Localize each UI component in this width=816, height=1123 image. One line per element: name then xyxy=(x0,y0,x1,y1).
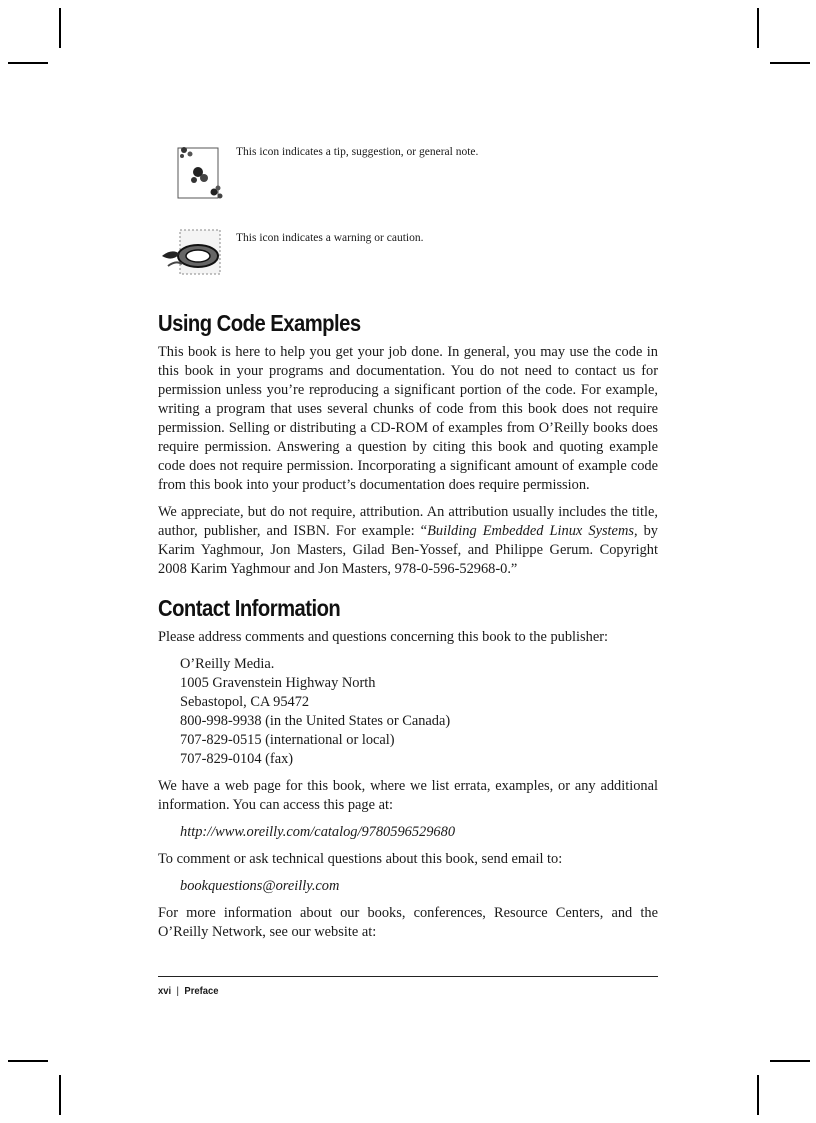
address-line: O’Reilly Media. xyxy=(180,656,275,672)
address-line: 800-998-9938 (in the United States or Canada) xyxy=(180,713,451,729)
publisher-address xyxy=(180,655,658,769)
warning-icon xyxy=(158,226,224,288)
page-content xyxy=(158,140,658,950)
attribution-paragraph xyxy=(158,503,658,579)
crop-mark xyxy=(757,8,759,48)
crop-mark xyxy=(770,1060,810,1062)
address-line: 707-829-0104 (fax) xyxy=(180,751,294,767)
crop-mark xyxy=(8,62,48,64)
email-link[interactable]: bookquestions@oreilly.com xyxy=(180,878,340,894)
section-heading-contact: Contact Information xyxy=(158,595,341,621)
page-number: xvi xyxy=(158,985,172,997)
crop-mark xyxy=(59,8,61,48)
warning-note xyxy=(158,226,658,296)
paragraph: For more information about our books, conferences, Resource Centers, and the O’Reilly Network, see our website at: xyxy=(158,905,658,940)
tip-note xyxy=(158,140,658,212)
text-span: We appreciate, but do not require, attribution. An attribution usually includes the title, author, publisher, and ISBN. For example: “ xyxy=(158,504,658,539)
address-line: 1005 Gravenstein Highway North xyxy=(180,675,376,691)
paragraph: This book is here to help you get your job done. In general, you may use the code in this book in your programs and documentation. You do not need to contact us for permission unless you’re reproducing a significant portion of the code. For example, writing a program that uses several chunks of code from this book does not require permission. Selling or distributing a CD-ROM of examples from O’Reilly books does require permission. Answering a question by citing this book and quoting example code does not require permission. Incorporating a significant amount of example code from this book into your product’s documentation does require permission. xyxy=(158,344,658,493)
catalog-link[interactable]: http://www.oreilly.com/catalog/9780596529680 xyxy=(180,824,456,840)
address-line: 707-829-0515 (international or local) xyxy=(180,732,395,748)
crop-mark xyxy=(770,62,810,64)
paragraph: We have a web page for this book, where we list errata, examples, or any additional information. You can access this page at: xyxy=(158,778,658,813)
crop-mark xyxy=(757,1075,759,1115)
section-heading-code-examples: Using Code Examples xyxy=(158,310,361,336)
address-line: Sebastopol, CA 95472 xyxy=(180,694,310,710)
crop-mark xyxy=(59,1075,61,1115)
tip-icon xyxy=(158,140,224,202)
footer-section: Preface xyxy=(184,985,219,997)
paragraph: Please address comments and questions concerning this book to the publisher: xyxy=(158,629,609,645)
text-span: , by Karim Yaghmour, Jon Masters, Gilad Ben-Yossef, and Philippe Gerum. Copyright 2008 Karim Yaghmour and Jon Masters, 978-0-596-52968-0.” xyxy=(158,523,658,577)
tip-note-text: This icon indicates a tip, suggestion, or general note. xyxy=(236,146,479,158)
footer-text xyxy=(158,985,608,997)
book-title: Building Embedded Linux Systems xyxy=(427,523,634,539)
paragraph: To comment or ask technical questions about this book, send email to: xyxy=(158,851,563,867)
footer-separator: | xyxy=(176,985,180,997)
warning-note-text: This icon indicates a warning or caution. xyxy=(236,232,424,244)
crop-mark xyxy=(8,1060,48,1062)
page-footer xyxy=(158,976,658,997)
